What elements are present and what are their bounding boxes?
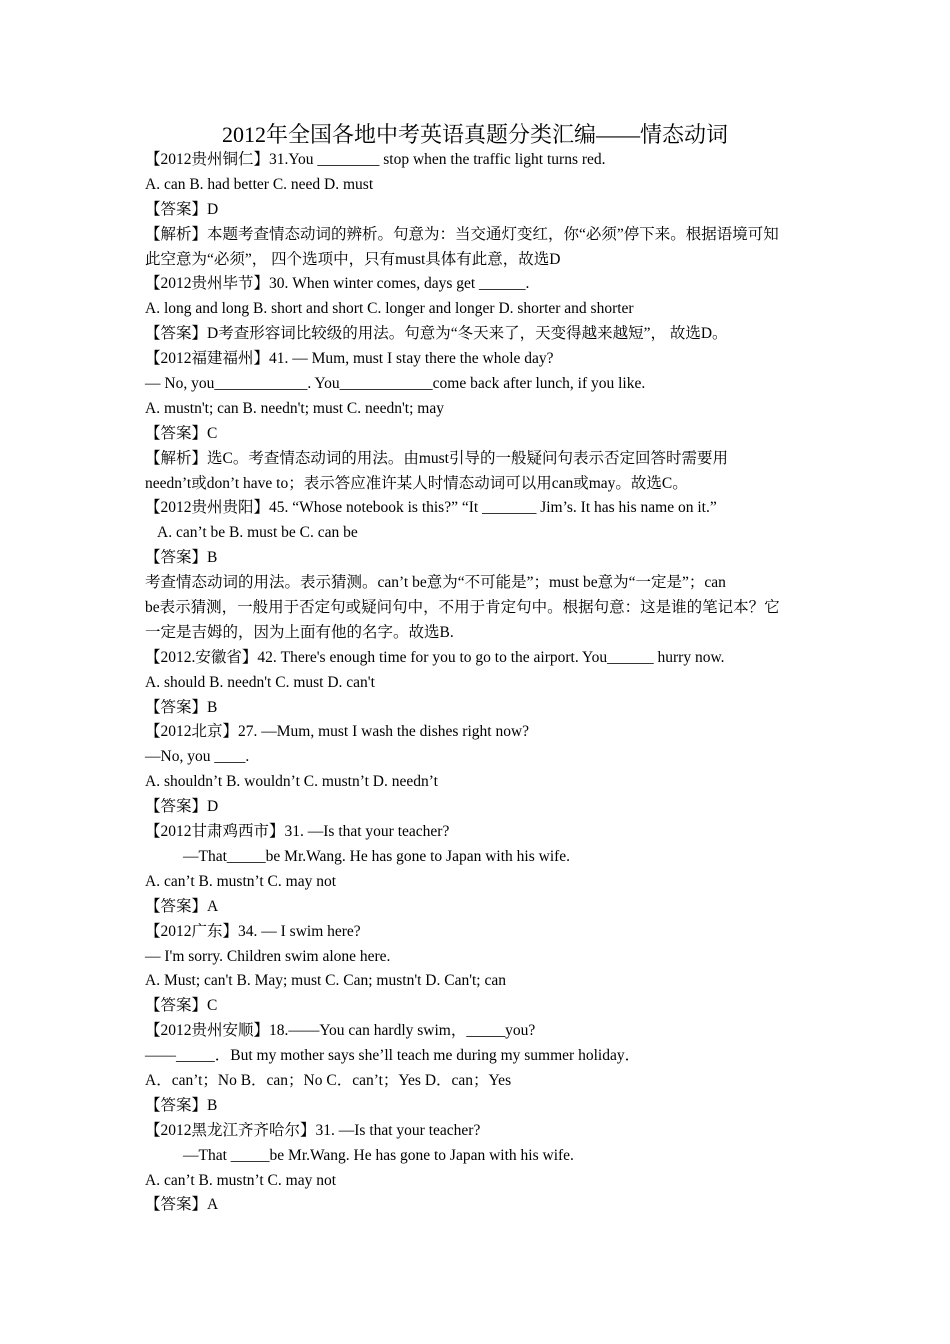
answer-line: 【答案】D: [145, 200, 219, 218]
text-line: 【2012黑龙江齐齐哈尔】31. —Is that your teacher?: [145, 1121, 481, 1139]
explanation-line: be表示猜测，一般用于否定句或疑问句中，不用于肯定句中。根据句意：这是谁的笔记本？它: [145, 599, 780, 617]
text-line: — I'm sorry. Children swim alone here.: [145, 947, 391, 965]
answer-line: 【答案】D: [145, 798, 219, 816]
document-body: [145, 148, 813, 1218]
answer-line: 【答案】A: [145, 897, 219, 915]
explanation-line: 【解析】本题考查情态动词的辨析。句意为：当交通灯变红，你“必须”停下来。根据语境可知: [145, 225, 779, 243]
text-line: 【2012福建福州】41. — Mum, must I stay there the whole day?: [145, 350, 554, 368]
explanation-line: 考查情态动词的用法。表示猜测。can’t be意为“不可能是”；must be意为“一定是”；can: [145, 574, 726, 592]
options-line: A. should B. needn't C. must D. can't: [145, 673, 375, 691]
answer-line: 【答案】B: [145, 698, 218, 716]
explanation-line: 一定是吉姆的，因为上面有他的名字。故选B.: [145, 623, 454, 641]
text-line: 【2012贵州安顺】18.——You can hardly swim，_____you?: [145, 1022, 536, 1040]
answer-line: 【答案】D考查形容词比较级的用法。句意为“冬天来了，天变得越来越短”， 故选D。: [145, 325, 728, 343]
text-line: 【2012贵州贵阳】45. “Whose notebook is this?” “It _______ Jim’s. It has his name on it.”: [145, 499, 717, 517]
explanation-line: 此空意为“必须”， 四个选项中，只有must具体有此意，故选D: [145, 250, 561, 268]
text-line: 【2012贵州毕节】30. When winter comes, days get ______.: [145, 275, 530, 293]
options-line: A. mustn't; can B. needn't; must C. needn't; may: [145, 399, 444, 417]
text-line: —No, you ____.: [145, 748, 250, 766]
answer-line: 【答案】B: [145, 549, 218, 567]
text-line: 【2012.安徽省】42. There's enough time for you to go to the airport. You______ hurry now.: [145, 648, 725, 666]
text-line: 【2012广东】34. — I swim here?: [145, 922, 361, 940]
options-line: A．can’t；No B．can；No C．can’t；Yes D．can；Yes: [145, 1071, 512, 1089]
options-line: A. can’t B. mustn’t C. may not: [145, 1171, 337, 1189]
text-line: —That_____be Mr.Wang. He has gone to Japan with his wife.: [183, 847, 571, 865]
explanation-line: 【解析】选C。考查情态动词的用法。由must引导的一般疑问句表示否定回答时需要用: [145, 449, 728, 467]
answer-line: 【答案】A: [145, 1196, 219, 1214]
text-line: 【2012北京】27. —Mum, must I wash the dishes right now?: [145, 723, 530, 741]
options-line: A. long and long B. short and short C. longer and longer D. shorter and shorter: [145, 300, 634, 318]
options-line: A. shouldn’t B. wouldn’t C. mustn’t D. needn’t: [145, 773, 438, 791]
text-line: — No, you____________. You____________come back after lunch, if you like.: [145, 375, 646, 393]
text-line: —That _____be Mr.Wang. He has gone to Japan with his wife.: [183, 1146, 574, 1164]
options-line: A. can’t B. mustn’t C. may not: [145, 872, 337, 890]
text-line: 【2012贵州铜仁】31.You ________ stop when the traffic light turns red.: [145, 151, 606, 168]
answer-line: 【答案】C: [145, 424, 218, 442]
options-line: A. can’t be B. must be C. can be: [157, 524, 358, 542]
text-line: ——_____．But my mother says she’ll teach me during my summer holiday．: [145, 1047, 641, 1065]
options-line: A. can B. had better C. need D. must: [145, 175, 374, 193]
answer-line: 【答案】B: [145, 1096, 218, 1114]
document-title: 2012年全国各地中考英语真题分类汇编——情态动词: [221, 122, 728, 147]
explanation-line: needn’t或don’t have to；表示答应准许某人时情态动词可以用can或may。故选C。: [145, 474, 688, 492]
answer-line: 【答案】C: [145, 997, 218, 1015]
text-line: 【2012甘肃鸡西市】31. —Is that your teacher?: [145, 823, 450, 841]
options-line: A. Must; can't B. May; must C. Can; mustn't D. Can't; can: [145, 972, 506, 990]
